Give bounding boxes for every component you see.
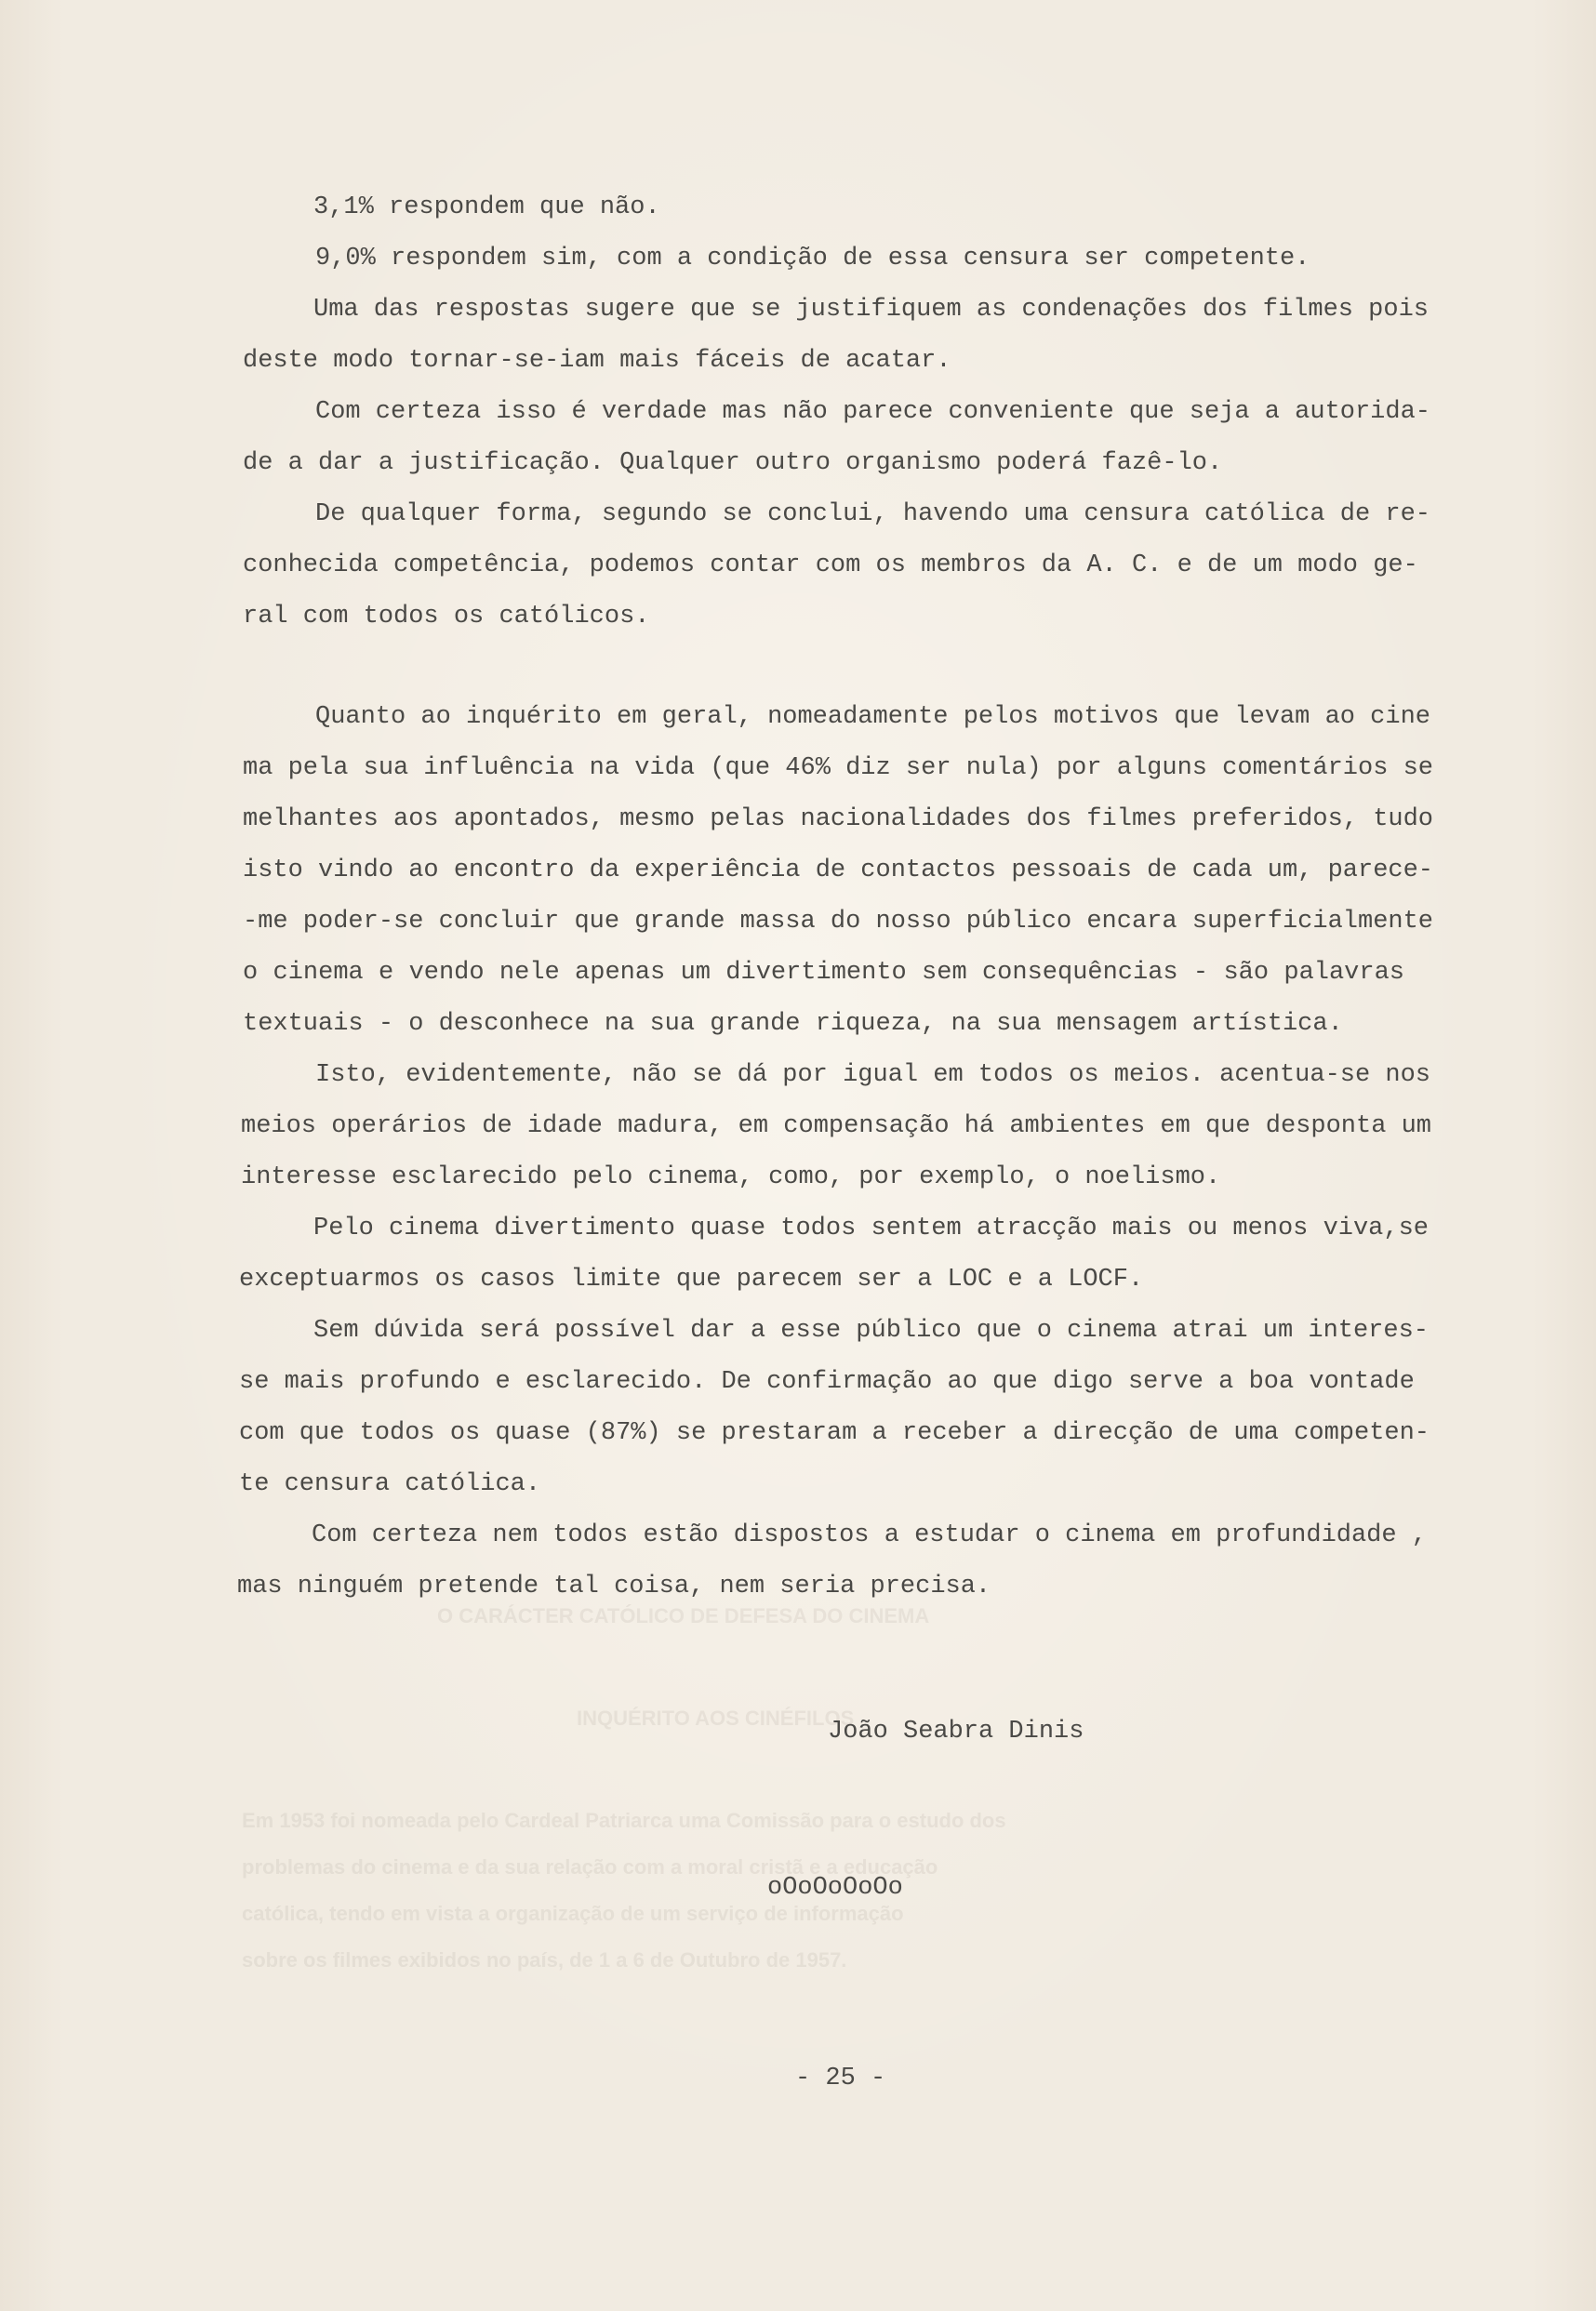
text-line: ma pela sua influência na vida (que 46% diz ser nula) por alguns comentários se	[243, 754, 1434, 782]
text-line: Uma das respostas sugere que se justifiquem as condenações dos filmes pois	[313, 296, 1429, 324]
text-line: conhecida competência, podemos contar com os membros da A. C. e de um modo ge-	[243, 551, 1418, 579]
text-line: Sem dúvida será possível dar a esse público que o cinema atrai um interes-	[313, 1317, 1429, 1345]
text-line: 3,1% respondem que não.	[313, 193, 660, 221]
text-line: mas ninguém pretende tal coisa, nem seria precisa.	[237, 1573, 991, 1600]
text-line: se mais profundo e esclarecido. De confirmação ao que digo serve a boa vontade	[239, 1368, 1415, 1396]
text-line: interesse esclarecido pelo cinema, como, por exemplo, o noelismo.	[241, 1163, 1221, 1191]
text-line: deste modo tornar-se-iam mais fáceis de acatar.	[243, 347, 951, 375]
page-number: - 25 -	[795, 2065, 886, 2092]
text-line: de a dar a justificação. Qualquer outro organismo poderá fazê-lo.	[243, 449, 1223, 477]
text-line: ral com todos os católicos.	[243, 603, 650, 631]
bleed-through-text: sobre os filmes exibidos no país, de 1 a 6 de Outubro de 1957.	[242, 1948, 847, 1972]
text-line: isto vindo ao encontro da experiência de contactos pessoais de cada um, parece-	[243, 857, 1434, 884]
text-line: 9,0% respondem sim, com a condição de essa censura ser competente.	[315, 245, 1310, 272]
text-line: com que todos os quase (87%) se prestaram a receber a direcção de uma competen-	[239, 1419, 1430, 1447]
text-line: Com certeza nem todos estão dispostos a estudar o cinema em profundidade ,	[312, 1521, 1427, 1549]
text-line: melhantes aos apontados, mesmo pelas nacionalidades dos filmes preferidos, tudo	[243, 805, 1434, 833]
bleed-through-text: INQUÉRITO AOS CINÉFILOS	[577, 1707, 855, 1730]
text-line: Quanto ao inquérito em geral, nomeadamente pelos motivos que levam ao cine	[315, 703, 1430, 731]
bleed-through-text: Em 1953 foi nomeada pelo Cardeal Patriarca uma Comissão para o estudo dos	[242, 1809, 1006, 1832]
text-line: meios operários de idade madura, em compensação há ambientes em que desponta um	[241, 1112, 1432, 1140]
text-line: Isto, evidentemente, não se dá por igual em todos os meios. acentua-se nos	[315, 1061, 1430, 1089]
signature: João Seabra Dinis	[828, 1718, 1084, 1746]
separator: oOoOoOoOo	[767, 1874, 903, 1902]
text-line: o cinema e vendo nele apenas um divertimento sem consequências - são palavras	[243, 959, 1404, 987]
text-line: Com certeza isso é verdade mas não parece conveniente que seja a autorida-	[315, 398, 1430, 426]
text-line: textuais - o desconhece na sua grande riqueza, na sua mensagem artística.	[243, 1010, 1343, 1038]
text-line: te censura católica.	[239, 1470, 541, 1498]
text-line: Pelo cinema divertimento quase todos sentem atracção mais ou menos viva,se	[313, 1215, 1429, 1242]
bleed-through-text: problemas do cinema e da sua relação com a moral cristã e a educação	[242, 1855, 938, 1879]
text-line: exceptuarmos os casos limite que parecem ser a LOC e a LOCF.	[239, 1266, 1144, 1294]
text-line: -me poder-se concluir que grande massa do nosso público encara superficialmente	[243, 908, 1434, 936]
bleed-through-text: católica, tendo em vista a organização de um serviço de informação	[242, 1902, 904, 1925]
bleed-through-text: O CARÁCTER CATÓLICO DE DEFESA DO CINEMA	[437, 1604, 930, 1627]
text-line: De qualquer forma, segundo se conclui, havendo uma censura católica de re-	[315, 500, 1430, 528]
